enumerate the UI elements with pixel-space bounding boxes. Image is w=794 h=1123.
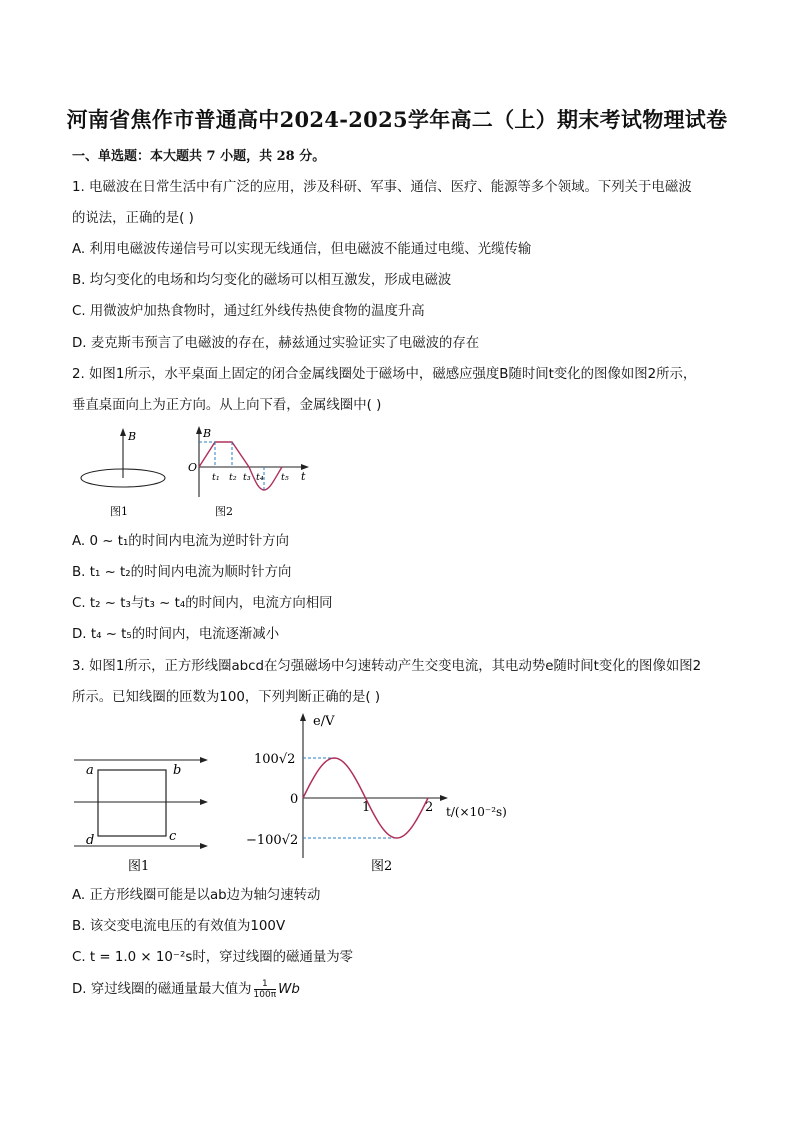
q2-option-c: C. t₂ ~ t₃与t₃ ~ t₄的时间内，电流方向相同 bbox=[72, 596, 333, 611]
q3-fraction-numerator: 1 bbox=[254, 979, 277, 990]
q2-fig2-t-label: t bbox=[301, 470, 306, 483]
q1-option-b: B. 均匀变化的电场和均匀变化的磁场可以相互激发，形成电磁波 bbox=[72, 273, 452, 288]
q2-fig2-b-label: B bbox=[203, 427, 212, 440]
q2-fig2-caption: 图2 bbox=[215, 505, 233, 518]
q1-option-c: C. 用微波炉加热食物时，通过红外线传热使食物的温度升高 bbox=[72, 304, 425, 319]
q2-tick-t5: t₅ bbox=[281, 472, 289, 483]
q3-y-max-label: 100√2 bbox=[254, 752, 296, 767]
q2-tick-t3: t₃ bbox=[243, 472, 251, 483]
q2-fig1-caption: 图1 bbox=[110, 505, 128, 518]
q3-x-tick-2: 2 bbox=[425, 800, 434, 815]
q1-stem-line1: 1. 电磁波在日常生活中有广泛的应用，涉及科研、军事、通信、医疗、能源等多个领域。下列关于电磁波 bbox=[72, 180, 692, 195]
q3-option-d bbox=[72, 978, 300, 1000]
q3-y-axis-label: e/V bbox=[313, 714, 335, 729]
q3-option-a: A. 正方形线圈可能是以ab边为轴匀速转动 bbox=[72, 888, 321, 903]
q3-corner-b: b bbox=[173, 763, 182, 778]
q3-fig1-coil-diagram bbox=[74, 757, 208, 874]
q2-tick-t2: t₂ bbox=[229, 472, 237, 483]
q2-fig1-b-label: B bbox=[128, 430, 137, 443]
q2-fig2-origin: O bbox=[188, 461, 198, 474]
q2-figures bbox=[72, 422, 332, 522]
section-heading: 一、单选题：本大题共 7 小题，共 28 分。 bbox=[72, 149, 326, 164]
q2-option-a: A. 0 ~ t₁的时间内电流为逆时针方向 bbox=[72, 534, 289, 549]
q2-tick-t1: t₁ bbox=[212, 472, 220, 483]
q2-fig2-graph bbox=[188, 426, 309, 518]
q3-fig2-graph bbox=[246, 713, 507, 874]
q2-tick-t4: t₄ bbox=[256, 472, 264, 483]
q3-option-c: C. t = 1.0 × 10⁻²s时，穿过线圈的磁通量为零 bbox=[72, 950, 354, 965]
q3-option-d-fraction bbox=[254, 979, 277, 1000]
q1-option-d: D. 麦克斯韦预言了电磁波的存在，赫兹通过实验证实了电磁波的存在 bbox=[72, 336, 480, 351]
q3-option-b: B. 该交变电流电压的有效值为100V bbox=[72, 919, 286, 934]
q2-option-d: D. t₄ ~ t₅的时间内，电流逐渐减小 bbox=[72, 627, 280, 642]
page-title: 河南省焦作市普通高中2024-2025学年高二（上）期末考试物理试卷 bbox=[66, 107, 728, 132]
q3-stem-line2: 所示。已知线圈的匝数为100，下列判断正确的是( ) bbox=[72, 690, 381, 705]
q3-option-d-prefix: D. 穿过线圈的磁通量最大值为 bbox=[72, 982, 252, 997]
q3-fraction-denominator: 100π bbox=[253, 989, 277, 1000]
q2-stem-line1: 2. 如图1所示，水平桌面上固定的闭合金属线圈处于磁场中，磁感应强度B随时间t变化的图像如图2所示， bbox=[72, 367, 697, 382]
q3-corner-c: c bbox=[169, 829, 177, 844]
q3-x-axis-label: t/(×10⁻²s) bbox=[446, 805, 507, 819]
q2-stem-line2: 垂直桌面向上为正方向。从上向下看，金属线圈中( ) bbox=[72, 398, 382, 413]
q1-stem-line2: 的说法，正确的是( ) bbox=[72, 211, 194, 226]
q2-fig1-ring-diagram bbox=[81, 428, 165, 518]
q3-figures bbox=[66, 708, 516, 880]
q3-y-min-label: −100√2 bbox=[246, 833, 299, 848]
q3-corner-a: a bbox=[86, 763, 94, 778]
q3-x-tick-1: 1 bbox=[362, 800, 371, 815]
q1-option-a: A. 利用电磁波传递信号可以实现无线通信，但电磁波不能通过电缆、光缆传输 bbox=[72, 242, 532, 257]
q3-zero-label: 0 bbox=[290, 792, 299, 807]
q3-fig1-caption: 图1 bbox=[128, 859, 150, 874]
q3-fig2-caption: 图2 bbox=[371, 859, 393, 874]
q2-option-b: B. t₁ ~ t₂的时间内电流为顺时针方向 bbox=[72, 565, 292, 580]
q3-corner-d: d bbox=[86, 833, 95, 848]
q3-option-d-unit: Wb bbox=[278, 982, 300, 997]
q3-stem-line1: 3. 如图1所示，正方形线圈abcd在匀强磁场中匀速转动产生交变电流，其电动势e随时间t变化的图像如图2 bbox=[72, 659, 702, 674]
